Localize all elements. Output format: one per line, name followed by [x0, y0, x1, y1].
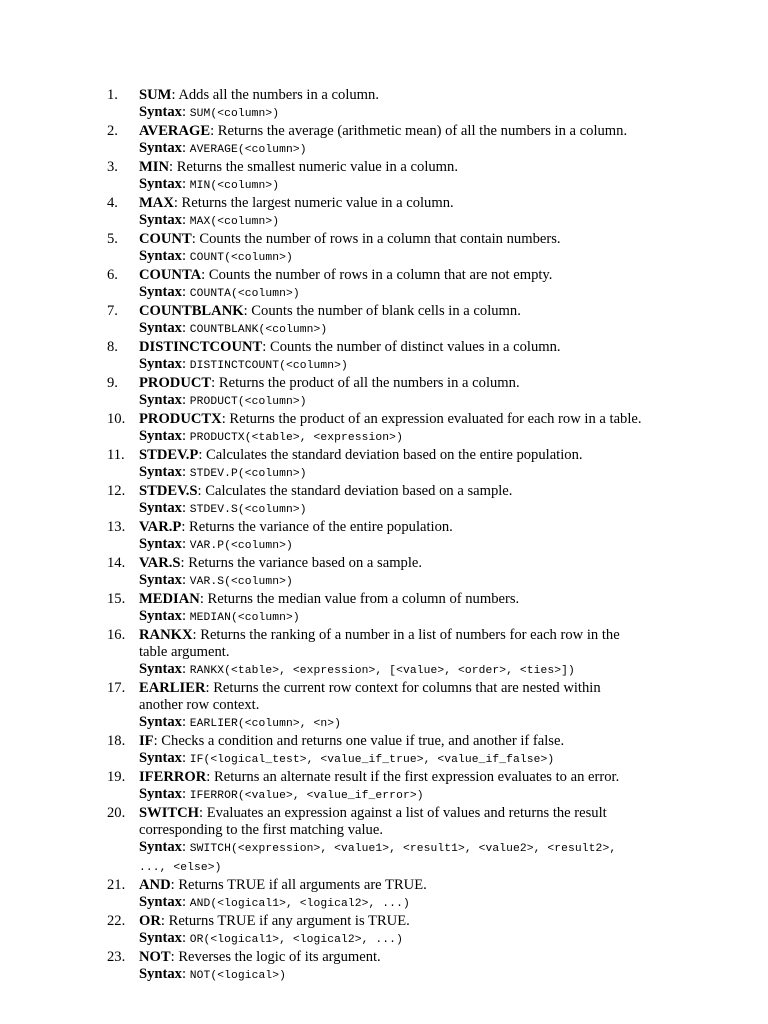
function-item [107, 231, 697, 267]
syntax-label: Syntax [139, 786, 182, 802]
function-item [107, 680, 697, 733]
syntax-label: Syntax [139, 572, 182, 588]
item-number: 22. [107, 913, 126, 929]
description-line [139, 303, 697, 320]
item-number: 4. [107, 195, 118, 211]
function-item [107, 591, 697, 627]
syntax-code: STDEV.P(<column>) [189, 468, 307, 480]
description-line [139, 231, 697, 248]
syntax-line: Syntax: AND(<logical1>, <logical2>, ...) [139, 894, 410, 910]
item-number: 16. [107, 627, 126, 643]
syntax-label: Syntax [139, 104, 182, 120]
syntax-line: Syntax: STDEV.S(<column>) [139, 500, 307, 516]
syntax-code: STDEV.S(<column>) [189, 504, 307, 516]
description-text: : Returns the largest numeric value in a column. [173, 195, 454, 211]
function-item [107, 123, 697, 159]
description-text: : Calculates the standard deviation based on a sample. [197, 483, 513, 499]
description-text: : Returns the product of an expression evaluated for each row in a table. [221, 411, 642, 427]
description-line [139, 644, 697, 661]
function-name: VAR.S [139, 555, 181, 571]
function-item [107, 805, 697, 877]
syntax-line: Syntax: OR(<logical1>, <logical2>, ...) [139, 930, 403, 946]
syntax-code: MIN(<column>) [189, 180, 280, 192]
function-item [107, 267, 697, 303]
item-number: 3. [107, 159, 118, 175]
syntax-line: Syntax: AVERAGE(<column>) [139, 140, 307, 156]
function-item [107, 627, 697, 680]
syntax-code: EARLIER(<column>, <n>) [189, 718, 342, 730]
item-number: 13. [107, 519, 126, 535]
syntax-code: AVERAGE(<column>) [189, 144, 307, 156]
item-number: 23. [107, 949, 126, 965]
description-line [139, 733, 697, 750]
syntax-code: VAR.P(<column>) [189, 540, 293, 552]
syntax-line: Syntax: SUM(<column>) [139, 104, 280, 120]
description-line [139, 447, 697, 464]
function-item [107, 519, 697, 555]
function-name: IF [139, 733, 154, 749]
syntax-label: Syntax [139, 320, 182, 336]
item-number: 8. [107, 339, 118, 355]
function-item [107, 375, 697, 411]
function-name: COUNTA [139, 267, 202, 283]
description-line [139, 949, 697, 966]
function-item [107, 303, 697, 339]
item-number: 14. [107, 555, 126, 571]
function-list [107, 87, 697, 985]
description-text: : Returns the ranking of a number in a list of numbers for each row in the [192, 627, 620, 643]
syntax-code: COUNT(<column>) [189, 252, 293, 264]
syntax-line: Syntax: DISTINCTCOUNT(<column>) [139, 356, 348, 372]
syntax-code: IFERROR(<value>, <value_if_error>) [189, 790, 424, 802]
function-name: COUNT [139, 231, 192, 247]
description-text: : Returns the variance of the entire population. [181, 519, 453, 535]
description-line [139, 680, 697, 697]
syntax-code: OR(<logical1>, <logical2>, ...) [189, 934, 403, 946]
function-item [107, 949, 697, 985]
function-name: EARLIER [139, 680, 206, 696]
syntax-line: Syntax: PRODUCT(<column>) [139, 392, 307, 408]
function-name: SUM [139, 87, 172, 103]
item-number: 19. [107, 769, 126, 785]
syntax-code: COUNTA(<column>) [189, 288, 300, 300]
item-number: 18. [107, 733, 126, 749]
description-text: : Counts the number of rows in a column that are not empty. [201, 267, 553, 283]
syntax-line: Syntax: MIN(<column>) [139, 176, 280, 192]
description-text: : Returns the product of all the numbers in a column. [211, 375, 520, 391]
function-name: STDEV.S [139, 483, 198, 499]
description-line [139, 411, 697, 428]
syntax-label: Syntax [139, 248, 182, 264]
syntax-label: Syntax [139, 212, 182, 228]
function-item [107, 195, 697, 231]
syntax-code: DISTINCTCOUNT(<column>) [189, 360, 348, 372]
description-text: : Calculates the standard deviation based on the entire population. [198, 447, 583, 463]
syntax-code: NOT(<logical>) [189, 970, 286, 982]
syntax-line [139, 858, 697, 877]
function-item [107, 339, 697, 375]
description-text: : Returns the smallest numeric value in a column. [169, 159, 458, 175]
item-number: 12. [107, 483, 126, 499]
description-text: : Returns the median value from a column of numbers. [199, 591, 520, 607]
syntax-label: Syntax [139, 894, 182, 910]
syntax-label: Syntax [139, 750, 182, 766]
function-name: IFERROR [139, 769, 207, 785]
description-line [139, 267, 697, 284]
syntax-line: Syntax: MEDIAN(<column>) [139, 608, 300, 624]
syntax-code: AND(<logical1>, <logical2>, ...) [189, 898, 410, 910]
function-item [107, 733, 697, 769]
function-item [107, 159, 697, 195]
description-text: : Returns TRUE if any argument is TRUE. [160, 913, 410, 929]
description-text: : Counts the number of distinct values in a column. [262, 339, 561, 355]
syntax-code: IF(<logical_test>, <value_if_true>, <value_if_false>) [189, 754, 555, 766]
syntax-label: Syntax [139, 428, 182, 444]
description-line [139, 769, 697, 786]
syntax-line: Syntax: RANKX(<table>, <expression>, [<value>, <order>, <ties>]) [139, 661, 575, 677]
function-item [107, 877, 697, 913]
syntax-line: Syntax: PRODUCTX(<table>, <expression>) [139, 428, 403, 444]
description-text: : Counts the number of rows in a column that contain numbers. [191, 231, 561, 247]
description-text: : Returns an alternate result if the first expression evaluates to an error. [206, 769, 620, 785]
description-line [139, 805, 697, 822]
description-line [139, 195, 697, 212]
syntax-line: Syntax: NOT(<logical>) [139, 966, 286, 982]
syntax-label: Syntax [139, 284, 182, 300]
description-line [139, 877, 697, 894]
syntax-code: RANKX(<table>, <expression>, [<value>, <order>, <ties>]) [189, 665, 575, 677]
function-name: RANKX [139, 627, 193, 643]
syntax-label: Syntax [139, 536, 182, 552]
syntax-code: COUNTBLANK(<column>) [189, 324, 328, 336]
function-name: VAR.P [139, 519, 182, 535]
function-name: MAX [139, 195, 174, 211]
syntax-line: Syntax: VAR.S(<column>) [139, 572, 293, 588]
function-name: AND [139, 877, 171, 893]
item-number: 5. [107, 231, 118, 247]
description-text: : Reverses the logic of its argument. [170, 949, 381, 965]
item-number: 20. [107, 805, 126, 821]
function-name: MEDIAN [139, 591, 200, 607]
function-name: STDEV.P [139, 447, 199, 463]
description-text: : Returns the variance based on a sample. [180, 555, 423, 571]
function-item [107, 447, 697, 483]
item-number: 7. [107, 303, 118, 319]
function-name: AVERAGE [139, 123, 211, 139]
description-line [139, 627, 697, 644]
syntax-label: Syntax [139, 464, 182, 480]
item-number: 1. [107, 87, 118, 103]
syntax-line: Syntax: COUNTBLANK(<column>) [139, 320, 328, 336]
function-item [107, 769, 697, 805]
description-text: corresponding to the first matching value. [139, 822, 383, 838]
item-number: 6. [107, 267, 118, 283]
function-item [107, 483, 697, 519]
function-name: MIN [139, 159, 169, 175]
function-name: PRODUCT [139, 375, 212, 391]
function-name: SWITCH [139, 805, 200, 821]
function-item [107, 555, 697, 591]
item-number: 10. [107, 411, 126, 427]
syntax-label: Syntax [139, 500, 182, 516]
item-number: 17. [107, 680, 126, 696]
description-text: table argument. [139, 644, 230, 660]
syntax-line: Syntax: IF(<logical_test>, <value_if_true>, <value_if_false>) [139, 750, 555, 766]
function-name: COUNTBLANK [139, 303, 244, 319]
syntax-line: Syntax: MAX(<column>) [139, 212, 280, 228]
function-name: NOT [139, 949, 171, 965]
description-text: another row context. [139, 697, 260, 713]
syntax-label: Syntax [139, 608, 182, 624]
syntax-line: Syntax: COUNT(<column>) [139, 248, 293, 264]
syntax-label: Syntax [139, 714, 182, 730]
function-item [107, 411, 697, 447]
syntax-line: Syntax: COUNTA(<column>) [139, 284, 300, 300]
syntax-line: Syntax: EARLIER(<column>, <n>) [139, 714, 342, 730]
syntax-label: Syntax [139, 839, 182, 855]
syntax-code: ..., <else>) [139, 862, 222, 874]
description-line [139, 519, 697, 536]
syntax-label: Syntax [139, 966, 182, 982]
description-text: : Evaluates an expression against a list of values and returns the result [199, 805, 607, 821]
item-number: 11. [107, 447, 125, 463]
syntax-code: SWITCH(<expression>, <value1>, <result1>, <value2>, <result2>, [189, 843, 617, 855]
description-text: : Counts the number of blank cells in a column. [243, 303, 521, 319]
description-line [139, 87, 697, 104]
description-text: : Returns the average (arithmetic mean) of all the numbers in a column. [210, 123, 628, 139]
item-number: 9. [107, 375, 118, 391]
description-text: : Adds all the numbers in a column. [171, 87, 379, 103]
syntax-code: PRODUCTX(<table>, <expression>) [189, 432, 403, 444]
description-line [139, 591, 697, 608]
description-line [139, 555, 697, 572]
description-line [139, 913, 697, 930]
syntax-code: PRODUCT(<column>) [189, 396, 307, 408]
syntax-code: SUM(<column>) [189, 108, 280, 120]
syntax-code: MAX(<column>) [189, 216, 280, 228]
syntax-code: VAR.S(<column>) [189, 576, 293, 588]
syntax-line: Syntax: IFERROR(<value>, <value_if_error>) [139, 786, 424, 802]
function-item [107, 87, 697, 123]
syntax-label: Syntax [139, 661, 182, 677]
description-line [139, 159, 697, 176]
syntax-label: Syntax [139, 356, 182, 372]
description-line [139, 339, 697, 356]
syntax-label: Syntax [139, 392, 182, 408]
syntax-line: Syntax: VAR.P(<column>) [139, 536, 293, 552]
item-number: 21. [107, 877, 126, 893]
syntax-label: Syntax [139, 176, 182, 192]
description-text: : Returns the current row context for columns that are nested within [205, 680, 601, 696]
description-text: : Returns TRUE if all arguments are TRUE. [170, 877, 427, 893]
syntax-code: MEDIAN(<column>) [189, 612, 300, 624]
description-line [139, 123, 697, 140]
description-text: : Checks a condition and returns one value if true, and another if false. [153, 733, 565, 749]
syntax-label: Syntax [139, 140, 182, 156]
description-line [139, 697, 697, 714]
syntax-label: Syntax [139, 930, 182, 946]
function-name: DISTINCTCOUNT [139, 339, 263, 355]
item-number: 15. [107, 591, 126, 607]
description-line [139, 483, 697, 500]
description-line [139, 822, 697, 839]
function-name: PRODUCTX [139, 411, 222, 427]
syntax-line: Syntax: STDEV.P(<column>) [139, 464, 307, 480]
syntax-line: Syntax: SWITCH(<expression>, <value1>, <result1>, <value2>, <result2>, [139, 839, 617, 855]
function-item [107, 913, 697, 949]
item-number: 2. [107, 123, 118, 139]
function-name: OR [139, 913, 161, 929]
description-line [139, 375, 697, 392]
